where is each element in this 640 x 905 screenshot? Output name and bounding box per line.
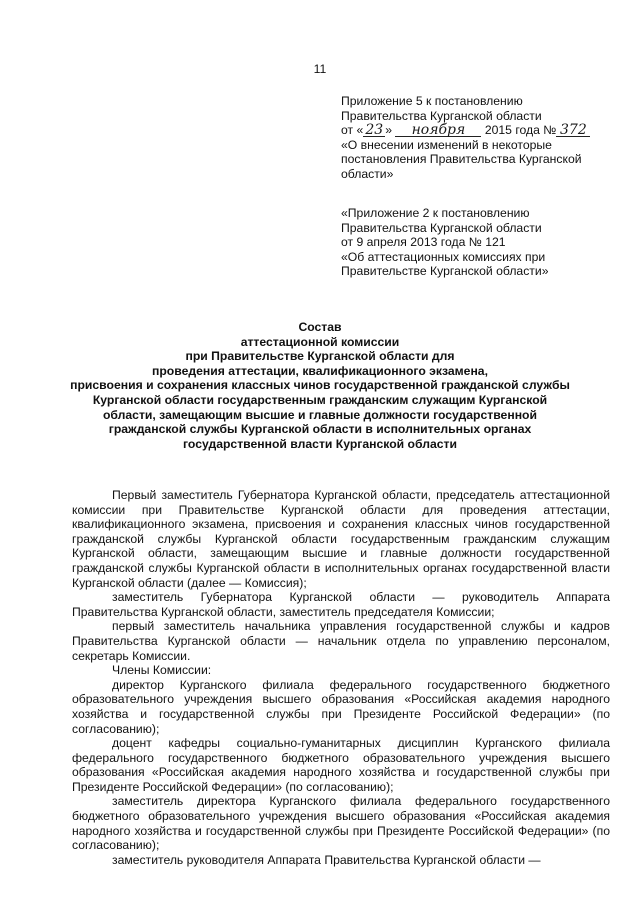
title-line: Курганской области государственным гражданским служащим Курганской: [92, 392, 548, 407]
title-line: гражданской службы Курганской области в исполнительных органах: [108, 422, 532, 437]
title-line: присвоения и сохранения классных чинов государственной гражданской службы: [70, 378, 570, 393]
quoted-appendix-header: [341, 206, 596, 279]
document-body: [72, 488, 610, 867]
date-year: 2015 года №: [484, 123, 557, 138]
paragraph-member: заместитель руководителя Аппарата Правительства Курганской области —: [112, 852, 541, 867]
paragraph-deputy-chair: заместитель Губернатора Курганской области — руководитель Аппарата Правительства Курганской области, заместитель председателя Комиссии;: [72, 590, 610, 619]
paragraph-member: директор Курганского филиала федерального государственного бюджетного образовательного учреждения высшего образования «Российская академия народного хозяйства и государственной службы при Президенте Российской Федерации» (по согласованию);: [72, 677, 610, 736]
document-title: [60, 320, 580, 451]
appendix-line: области»: [341, 166, 394, 181]
title-line: при Правительстве Курганской области для: [185, 349, 455, 364]
appendix-date-line: [341, 123, 596, 138]
appendix-line: «О внесении изменений в некоторые: [341, 137, 552, 152]
appendix-line: Приложение 5 к постановлению: [341, 94, 523, 108]
title-line: государственной власти Курганской области: [183, 436, 457, 451]
appendix-line: «Об аттестационных комиссиях при: [341, 249, 546, 264]
handwritten-month: ноября: [395, 124, 481, 137]
title-line: аттестационной комиссии: [240, 334, 400, 349]
appendix-line: постановления Правительства Курганской: [341, 152, 582, 167]
page-number: 11: [313, 62, 327, 76]
title-line: области, замещающим высшие и главные должности государственной: [102, 407, 537, 422]
date-mid: »: [385, 123, 393, 138]
appendix-line: Правительства Курганской области: [341, 108, 542, 123]
appendix-header: [341, 94, 596, 182]
members-label: Члены Комиссии:: [112, 663, 212, 678]
paragraph-member: доцент кафедры социально-гуманитарных дисциплин Курганского филиала федерального государственного бюджетного образовательного учреждения высшего образования «Российская академия народного хозяйства и государственной службы при Президенте Российской Федерации» (по согласованию);: [72, 736, 610, 794]
paragraph-chair: Первый заместитель Губернатора Курганской области, председатель аттестационной комиссии при Правительстве Курганской области для проведения аттестации, квалификационного экзамена, присвоения и сохранения классных чинов государственной гражданской службы Курганской области государственным гражданским служащим Курганской области, замещающим высшие и главные должности государственной гражданской службы Курганской области в исполнительных органах государственной власти Курганской области (далее — Комиссия);: [72, 488, 610, 590]
title-line: Состав: [298, 320, 342, 334]
appendix-line: «Приложение 2 к постановлению: [341, 206, 530, 220]
paragraph-member: заместитель директора Курганского филиала федерального государственного бюджетного образовательного учреждения высшего образования «Российская академия народного хозяйства и государственной службы при Президенте Российской Федерации» (по согласованию);: [72, 794, 610, 853]
appendix-line: Правительстве Курганской области»: [341, 264, 549, 279]
appendix-line: Правительства Курганской области: [341, 220, 542, 235]
appendix-line: от 9 апреля 2013 года № 121: [341, 235, 506, 250]
handwritten-doc-number: 372: [556, 124, 590, 137]
paragraph-secretary: первый заместитель начальника управления государственной службы и кадров Правительства Курганской области — начальник отдела по управлению персоналом, секретарь Комиссии.: [72, 619, 610, 663]
handwritten-day: 23: [363, 124, 385, 137]
date-prefix: от «: [341, 123, 364, 138]
title-line: проведения аттестации, квалификационного экзамена,: [152, 363, 488, 378]
